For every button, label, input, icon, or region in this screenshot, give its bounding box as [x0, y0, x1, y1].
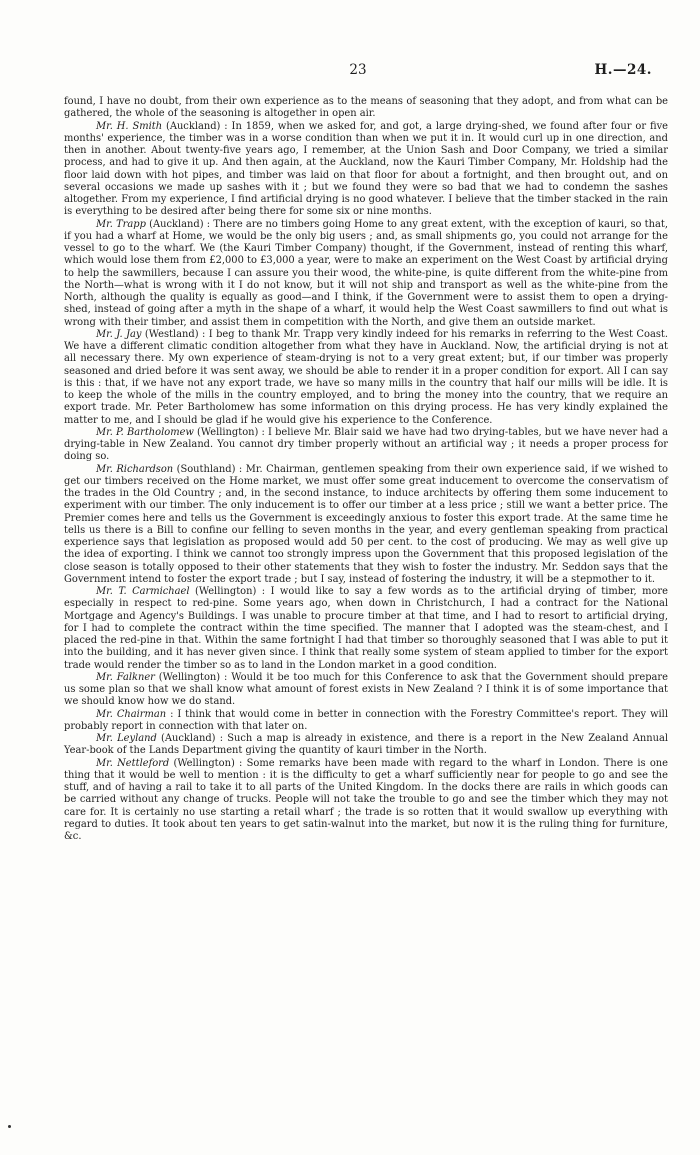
speaker-name: Mr. T. Carmichael — [96, 586, 190, 597]
speaker-location: : — [166, 708, 178, 720]
speech-nettleford — [64, 758, 668, 844]
speaker-location: (Southland) : — [173, 463, 246, 475]
body-text — [64, 96, 668, 843]
speaker-location: (Westland) : — [141, 328, 209, 340]
speech-trapp — [64, 219, 668, 329]
paragraph-text: Some remarks have been made with regard to the wharf in London. There is one thing that it would be well to mention : it is the difficulty to get a wharf sufficiently near for people to go and see the stuff, and of having a rail to take it to all parts of the United Kingdom. In the docks there are rails in which goods can be carried without any change of trucks. People will not take the trouble to go and see the timber which they may not care for. It is certainly no use starting a retail wharf ; the trade is so rotten that it would swallow up everything with regard to duties. It took about ten years to get satin-walnut into the market, but now it is the ruling thing for furniture, &c. — [64, 757, 668, 842]
speaker-name: Mr. Leyland — [96, 733, 157, 744]
speech-falkner — [64, 672, 668, 709]
page-header — [64, 62, 652, 82]
speaker-location: (Auckland) : — [162, 120, 232, 132]
paragraph-text: Such a map is already in existence, and there is a report in the New Zealand Annual Year-book of the Lands Department giving the quantity of kauri timber in the North. — [64, 733, 669, 757]
speaker-name: Mr. Trapp — [96, 218, 146, 230]
paragraph-text: In 1859, when we asked for, and got, a large drying-shed, we found after four or five months' experience, the timber was in a worse condition than when we put it in. It would curl up in one direction, and then in another. About twenty-five years ago, I remember, at the Union Sash and Door Company, we tried a similar process, and had to give it up. And then again, at the Auckland, now the Kauri Timber Company, Mr. Holdship had the floor laid down with hot pipes, and timber was laid on that floor for about a fortnight, and then brought out, and on several occasions we made up sashes with it ; but we found they were so bad that we had to condemn the sashes altogether. From my experience, I find artificial drying is no good whatever. I believe that the timber stacked in the rain is everything to be desired after being there for some six or nine months. — [64, 120, 668, 218]
speaker-location: (Wellington) : — [169, 757, 247, 769]
speaker-name: Mr. Nettleford — [96, 757, 170, 769]
speaker-location: (Wellington) : — [193, 426, 269, 438]
paragraph-text: I believe Mr. Blair said we have had two drying-tables, but we have never had a drying-table in New Zealand. You cannot dry timber properly without an artificial way ; it needs a proper process for doing so. — [64, 426, 668, 463]
paragraph-text: Would it be too much for this Conference to ask that the Government should prepare us some plan so that we shall know what amount of forest exists in New Zealand ? I think it is of some importance that we should know how we do stand. — [64, 671, 668, 708]
speech-chairman — [64, 709, 668, 734]
speech-smith — [64, 121, 668, 219]
speaker-name: Mr. J. Jay — [96, 328, 142, 340]
speech-carmichael — [64, 586, 668, 672]
speaker-name: Mr. H. Smith — [96, 120, 163, 132]
paragraph-text: I think that would come in better in connection with the Forestry Committee's report. They will probably report in connection with that later on. — [64, 708, 668, 732]
speaker-name: Mr. P. Bartholomew — [96, 426, 194, 438]
paragraph-text: Mr. Chairman, gentlemen speaking from their own experience said, if we wished to get our timbers received on the Home market, we must offer some great inducement to overcome the conservatism of the trades in the Old Country ; and, in the second instance, to induce architects by offering them some inducement to experiment with our timber. The only inducement is to offer our timber at a less price ; still we want a better price. The Premier comes here and tells us the Government is exceedingly anxious to foster this export trade. At the same time he tells us there is a Bill to confine our felling to seven months in the year, and every gentleman speaking from practical experience says that legislation as proposed would add 50 per cent. to the cost of producing. We may as well give up the idea of exporting. I think we cannot too strongly impress upon the Government that this proposed legislation of the close season is totally opposed to their other statements that they wish to foster the industry. Mr. Seddon says that the Government intend to foster the export trade ; but I say, instead of fostering the industry, it will be a stepmother to it. — [64, 463, 669, 585]
paragraph-text: There are no timbers going Home to any great extent, with the exception of kauri, so that, if you had a wharf at Home, we would be the only big users ; and, as small shipments go, you could not arrange for the vessel to go to the wharf. We (the Kauri Timber Company) thought, if the Government, instead of renting this wharf, which would lose them from £2,000 to £3,000 a year, were to make an experiment on the West Coast by artificial drying to help the sawmillers, because I can assure you their wood, the white-pine, is quite different from the white-pine from the North—what is wrong with it I do not know, but it will not ship and transport as well as the white-pine from the North, although the quality is equally as good—and I think, if the Government were to assist them to open a drying-shed, instead of going after a myth in the shape of a wharf, it would help the West Coast sawmillers to find out what is wrong with their timber, and assist them in competition with the North, and give them an outside market. — [64, 218, 668, 328]
page-number: 23 — [349, 62, 367, 78]
paragraph-text: I would like to say a few words as to the artificial drying of timber, more especially in respect to red-pine. Some years ago, when down in Christchurch, I had a contract for the National Mortgage and Agency's Buildings. I was unable to procure timber at that time, and I had to resort to artificial drying, for I had to complete the contract within the time specified. The manner that I adopted was the steam-chest, and I placed the red-pine in that. Within the same fortnight I had that timber so thoroughly seasoned that I was able to put it into the building, and it has never given since. I think that really some system of steam applied to timber for the export trade would render the timber so as to land in the London market in a good condition. — [64, 586, 668, 671]
document-reference: H.—24. — [594, 62, 652, 78]
speaker-name: Mr. Falkner — [96, 671, 155, 683]
speaker-name: Mr. Richardson — [96, 463, 174, 475]
speaker-location: (Wellington) : — [189, 586, 271, 597]
speech-richardson — [64, 464, 668, 587]
speaker-location: (Auckland) : — [156, 733, 228, 744]
paragraph-text: I beg to thank Mr. Trapp very kindly indeed for his remarks in referring to the West Coast. We have a different climatic condition altogether from what they have in Auckland. Now, the artificial drying is not at all necessary there. My own experience of steam-drying is not to a very great extent; but, if our timber was properly seasoned and dried before it was sent away, we should be able to render it in a proper condition for export. All I can say is this : that, if we have not any export trade, we have so many mills in the country that half our mills will be idle. It is to keep the whole of the mills in the country employed, and to bring the money into the country, that we require an export trade. Mr. Peter Bartholomew has some information on this drying process. He has very kindly explained the matter to me, and I should be glad if he would give his experience to the Conference. — [64, 328, 669, 426]
speaker-name: Mr. Chairman — [96, 708, 167, 720]
paragraph-text: found, I have no doubt, from their own experience as to the means of seasoning that they adopt, and from what can be gathered, the whole of the seasoning is altogether in open air. — [64, 96, 668, 120]
paragraph-continuation — [64, 96, 668, 121]
speaker-location: (Wellington) : — [154, 671, 232, 683]
speech-jay — [64, 329, 668, 427]
speaker-location: (Auckland) : — [145, 218, 214, 230]
speech-leyland — [64, 733, 668, 758]
speech-bartholomew — [64, 427, 668, 464]
margin-mark — [8, 1125, 11, 1128]
